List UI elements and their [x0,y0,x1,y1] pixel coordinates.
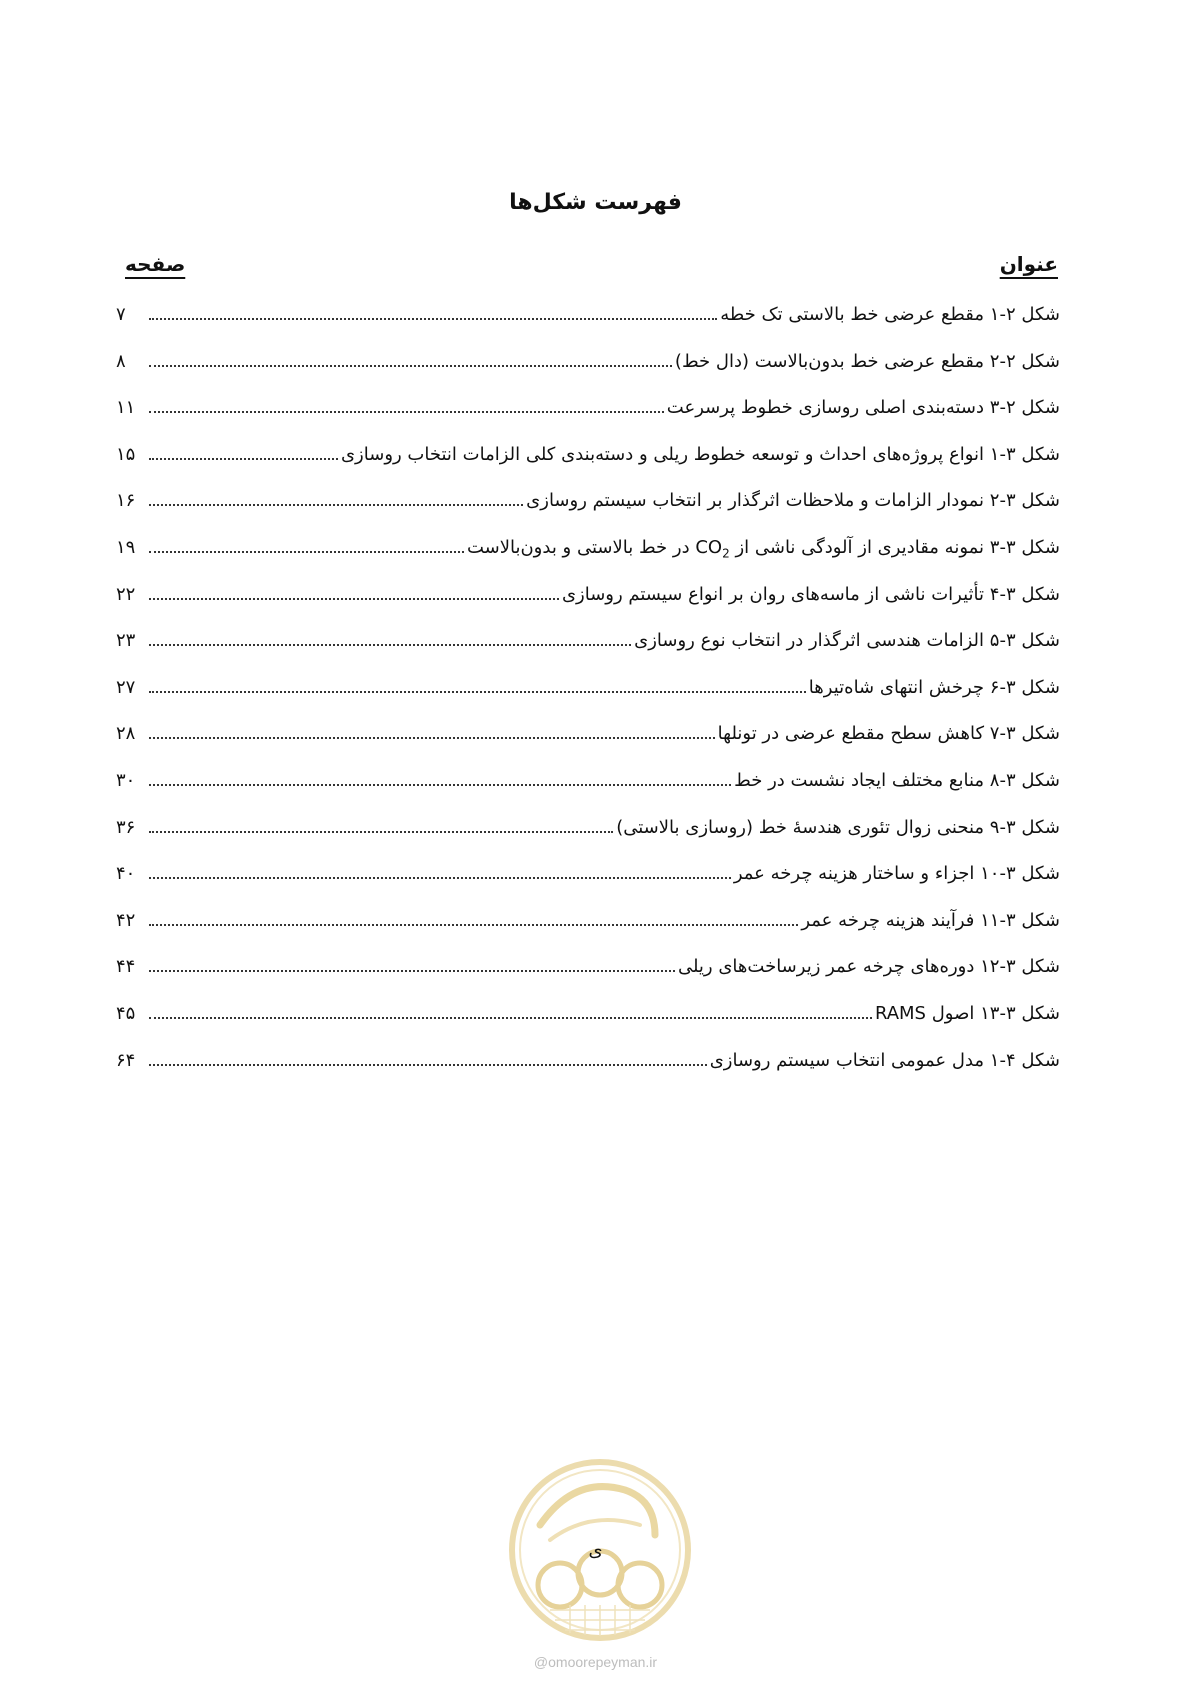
toc-entry-title: شکل ۳-۶ چرخش انتهای شاه‌تیرها [808,676,1060,698]
toc-entry[interactable] [116,1046,1060,1093]
toc-entry-title-after: در خط بالاستی و بدون‌بالاست [466,536,696,558]
toc-entry-page: ۴۵ [116,1002,136,1024]
toc-entry-title: شکل ۳-۵ الزامات هندسی اثرگذار در انتخاب نوع روسازی [634,630,1060,652]
toc-entry[interactable] [116,906,1060,953]
toc-entry[interactable] [116,952,1060,999]
dot-leader [149,458,338,460]
toc-entry[interactable] [116,580,1060,627]
toc-entry-page: ۴۰ [116,863,136,885]
dot-leader [149,411,664,413]
toc-entry[interactable] [116,347,1060,394]
page-number: ی [588,1540,603,1561]
toc-entry[interactable] [116,533,1060,580]
toc-entry[interactable] [116,673,1060,720]
toc-entry-page: ۲۸ [116,723,136,745]
dot-leader [149,737,715,739]
toc-entry-title: شکل ۳-۱۲ دوره‌های چرخه عمر زیرساخت‌های ریلی [677,956,1060,978]
toc-entry-page: ۱۱ [116,397,136,419]
dot-leader [149,877,731,879]
toc-entry-title: شکل ۳-۹ منحنی زوال تئوری هندسهٔ خط (روسازی بالاستی) [616,816,1060,838]
page-title: فهرست شکل‌ها [509,190,682,215]
figure-list [116,300,1060,1092]
toc-entry-page: ۸ [116,350,126,372]
toc-entry-title [467,533,1060,569]
toc-entry[interactable] [116,719,1060,766]
toc-entry[interactable] [116,393,1060,440]
toc-entry-page: ۲۳ [116,630,136,652]
toc-entry-page: ۱۶ [116,490,136,512]
toc-entry[interactable] [116,859,1060,906]
toc-entry-title: شکل ۳-۱۳ اصول RAMS [874,1002,1060,1024]
toc-entry-title: شکل ۳-۴ تأثیرات ناشی از ماسه‌های روان بر انواع سیستم روسازی [561,583,1060,605]
toc-entry-title: شکل ۳-۷ کاهش سطح مقطع عرضی در تونلها [717,723,1060,745]
site-watermark-text: @omoorepeyman.ir [533,1654,658,1670]
toc-entry-title: شکل ۲-۲ مقطع عرضی خط بدون‌بالاست (دال خط) [674,350,1060,372]
toc-entry-title: شکل ۳-۲ نمودار الزامات و ملاحظات اثرگذار بر انتخاب سیستم روسازی [526,490,1060,512]
toc-entry-title: شکل ۳-۱۰ اجزاء و ساختار هزینه چرخه عمر [733,863,1060,885]
formula-text: CO [695,536,723,558]
toc-entry-title: شکل ۳-۱ انواع پروژه‌های احداث و توسعه خطوط ریلی و دسته‌بندی کلی الزامات انتخاب روسازی [340,443,1060,465]
toc-entry-title: شکل ۳-۱۱ فرآیند هزینه چرخه عمر [801,909,1060,931]
page-column-header: صفحه [125,252,186,276]
toc-entry-page: ۳۰ [116,769,136,791]
toc-entry-page: ۱۵ [116,443,136,465]
toc-entry-title: شکل ۳-۸ منابع مختلف ایجاد نشست در خط [734,769,1060,791]
toc-entry-page: ۱۹ [116,536,136,558]
dot-leader [149,1064,707,1066]
dot-leader [149,365,672,367]
toc-entry[interactable] [116,999,1060,1046]
toc-entry-title-before: شکل ۳-۳ نمونه مقادیری از آلودگی ناشی از [729,536,1060,558]
toc-entry-page: ۶۴ [116,1049,136,1071]
dot-leader [149,784,731,786]
co2-formula [695,536,730,561]
toc-entry-title: شکل ۲-۳ دسته‌بندی اصلی روسازی خطوط پرسرعت [666,397,1060,419]
dot-leader [149,551,464,553]
toc-entry-page: ۲۷ [116,676,136,698]
dot-leader [149,504,523,506]
dot-leader [149,691,806,693]
dot-leader [149,598,559,600]
toc-entry-page: ۷ [116,304,126,325]
toc-entry[interactable] [116,486,1060,533]
toc-entry-title: شکل ۲-۱ مقطع عرضی خط بالاستی تک خطه [720,304,1060,325]
formula-subscript: 2 [722,546,730,561]
dot-leader [149,831,613,833]
toc-entry-page: ۳۶ [116,816,136,838]
dot-leader [149,318,717,320]
toc-entry-page: ۲۲ [116,583,136,605]
title-column-header: عنوان [999,252,1058,276]
toc-entry[interactable] [116,626,1060,673]
toc-entry[interactable] [116,440,1060,487]
dot-leader [149,970,675,972]
dot-leader [149,1017,872,1019]
toc-entry-title: شکل ۴-۱ مدل عمومی انتخاب سیستم روسازی [709,1049,1060,1071]
toc-entry[interactable] [116,766,1060,813]
toc-entry-page: ۴۲ [116,909,136,931]
dot-leader [149,644,631,646]
toc-entry[interactable] [116,813,1060,860]
toc-entry-page: ۴۴ [116,956,136,978]
toc-entry[interactable] [116,300,1060,347]
dot-leader [149,924,798,926]
